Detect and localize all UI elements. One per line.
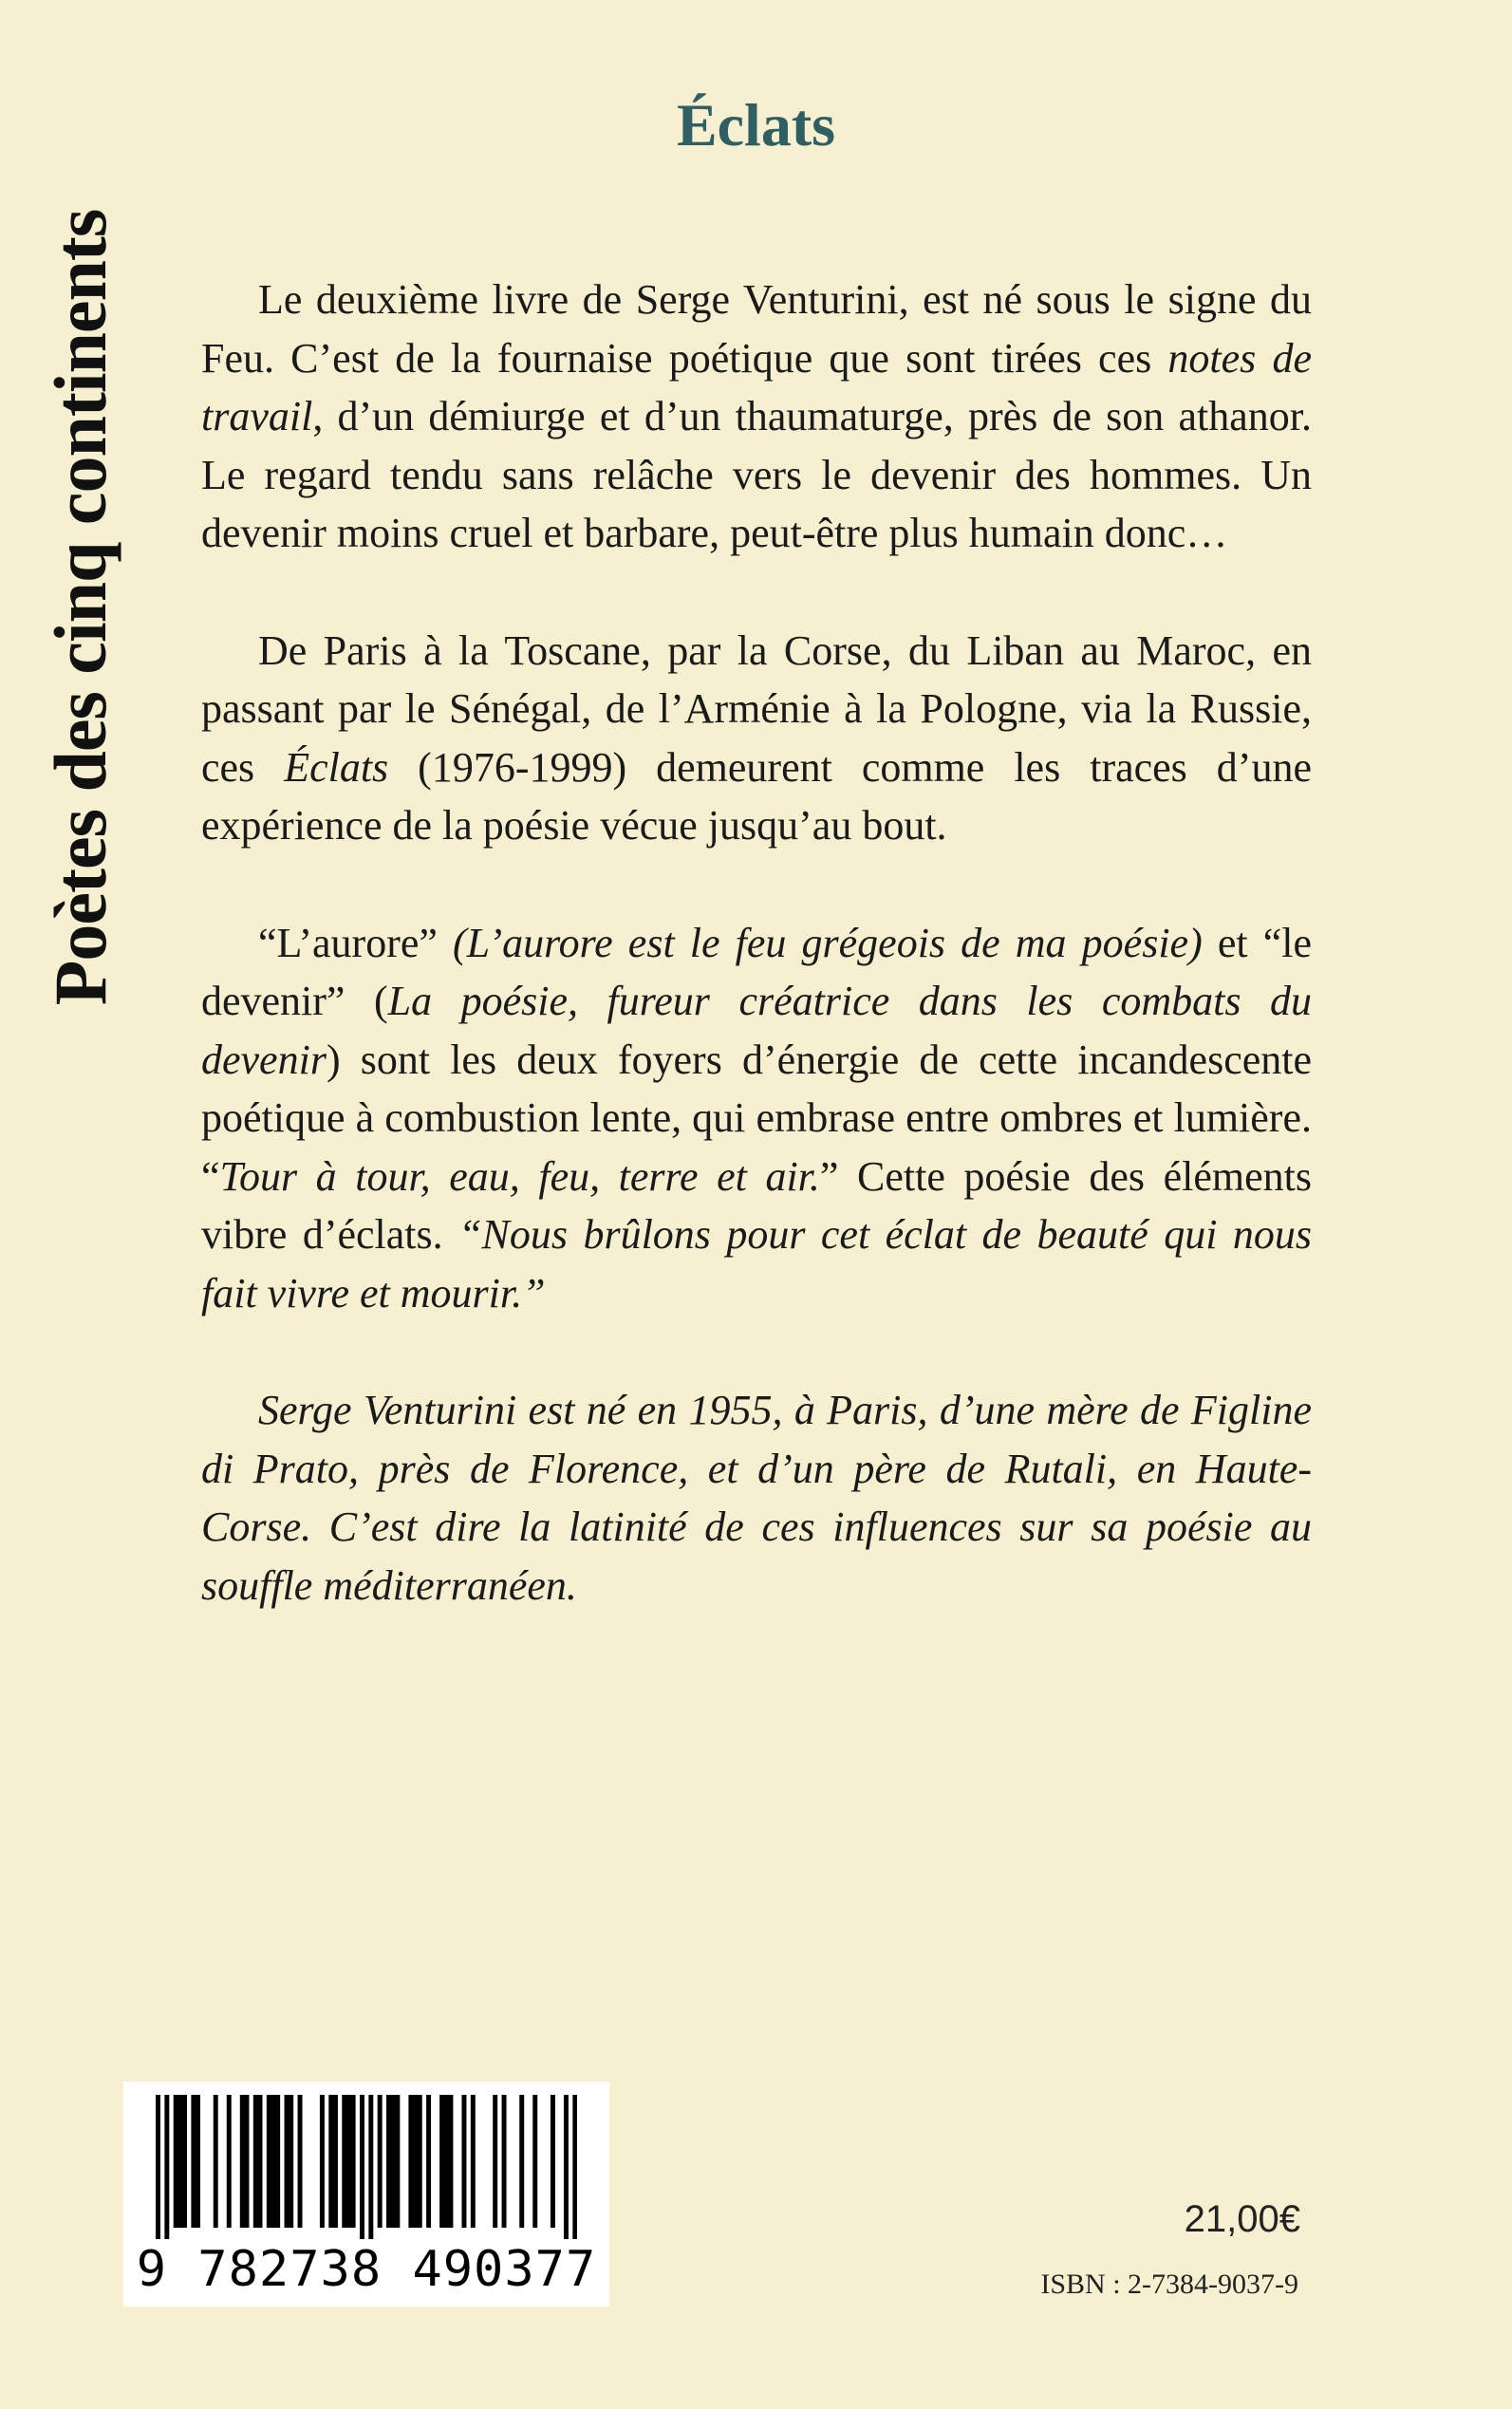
barcode bbox=[123, 2082, 609, 2306]
barcode-bar bbox=[244, 2095, 249, 2228]
p1-text-c: , d’un démiurge et d’un thaumaturge, près de son athanor. Le regard tendu sans relâche vers le devenir des hommes. Un devenir moins cruel et barbare, peut-être plus humain donc… bbox=[201, 393, 1312, 556]
paragraph-1 bbox=[201, 271, 1312, 563]
author-bio: Serge Venturini est né en 1955, à Paris, d’une mère de Figline di Prato, près de Florence, et d’un père de Rutali, en Haute-Corse. C’est dire la latinité de ces influences sur sa poésie au souffle méditerranéen. bbox=[201, 1387, 1312, 1609]
barcode-bar bbox=[395, 2095, 400, 2228]
barcode-bar bbox=[493, 2095, 497, 2228]
p2-italic: Éclats bbox=[284, 743, 389, 791]
p3-italic-h: “Nous brûlons pour cet éclat de beauté qui nous fait vivre et mourir.” bbox=[201, 1211, 1312, 1317]
barcode-bar bbox=[333, 2095, 338, 2228]
p3-italic-b: (L’aurore est le feu grégeois de ma poésie) bbox=[453, 919, 1203, 966]
p3-text-c: et “le devenir” ( bbox=[201, 919, 1312, 1024]
book-title: Éclats bbox=[676, 91, 836, 159]
barcode-bar bbox=[502, 2095, 507, 2228]
barcode-bar bbox=[182, 2095, 187, 2228]
barcode-bar bbox=[391, 2095, 396, 2228]
barcode-bar bbox=[378, 2095, 383, 2228]
p3-italic-f: Tour à tour, eau, feu, terre et air. bbox=[219, 1152, 820, 1200]
p1-italic: notes de travail bbox=[201, 334, 1312, 439]
barcode-bar bbox=[413, 2095, 418, 2228]
barcode-bar bbox=[448, 2095, 453, 2228]
paragraph-2 bbox=[201, 622, 1312, 855]
barcode-bar bbox=[532, 2095, 537, 2228]
back-cover-blurb bbox=[201, 271, 1312, 1673]
price: 21,00€ bbox=[1184, 2198, 1300, 2240]
barcode-bar bbox=[257, 2095, 262, 2228]
barcode-bar bbox=[253, 2095, 258, 2228]
p1-text-a: Le deuxième livre de Serge Venturini, est né sous le signe du Feu. C’est de la fournaise poétique que sont tirées ces bbox=[201, 276, 1312, 382]
p2-text-c: (1976-1999) demeurent comme les traces d’une expérience de la poésie vécue jusqu’au bout. bbox=[201, 743, 1312, 849]
barcode-bar bbox=[174, 2095, 178, 2228]
barcode-bar bbox=[346, 2095, 351, 2228]
barcode-bar bbox=[564, 2095, 569, 2239]
barcode-bar bbox=[191, 2095, 196, 2228]
barcode-bar bbox=[177, 2095, 182, 2228]
barcode-bar bbox=[289, 2095, 293, 2228]
barcode-bar bbox=[461, 2095, 466, 2228]
p3-text-e: ) sont les deux foyers d’énergie de cette incandescente poétique à combustion lente, qui embrase entre ombres et lumière. “ bbox=[201, 1036, 1312, 1200]
barcode-bar bbox=[271, 2095, 276, 2228]
series-name: Poètes des cinq continents bbox=[39, 209, 121, 1006]
barcode-bar bbox=[471, 2095, 476, 2228]
barcode-bar bbox=[418, 2095, 422, 2228]
barcode-bar bbox=[426, 2095, 431, 2228]
p2-text-a: De Paris à la Toscane, par la Corse, du Liban au Maroc, en passant par le Sénégal, de l’Arménie à la Pologne, via la Russie, ces bbox=[201, 626, 1312, 791]
barcode-bar bbox=[275, 2095, 280, 2228]
barcode-bar bbox=[444, 2095, 449, 2228]
p3-text-g: ” Cette poésie des éléments vibre d’éclats. bbox=[201, 1152, 1313, 1258]
barcode-bar bbox=[368, 2095, 373, 2239]
barcode-bar bbox=[551, 2095, 555, 2228]
barcode-bar bbox=[408, 2095, 413, 2228]
barcode-bar bbox=[572, 2095, 577, 2239]
barcode-bar bbox=[328, 2095, 333, 2228]
barcode-bar bbox=[267, 2095, 271, 2228]
barcode-bar bbox=[196, 2095, 200, 2228]
p3-italic-d: La poésie, fureur créatrice dans les combats du devenir bbox=[201, 978, 1312, 1083]
barcode-number: 9 782738 490377 bbox=[136, 2241, 597, 2298]
barcode-bar bbox=[156, 2095, 160, 2239]
barcode-bar bbox=[342, 2095, 346, 2228]
barcode-bar bbox=[320, 2095, 325, 2228]
barcode-bars bbox=[156, 2095, 577, 2239]
p3-text-a: “L’aurore” bbox=[258, 919, 454, 966]
paragraph-3 bbox=[201, 914, 1312, 1323]
barcode-bar bbox=[285, 2095, 289, 2228]
barcode-bar bbox=[360, 2095, 364, 2239]
series-spine-label bbox=[39, 161, 121, 1054]
barcode-bar bbox=[386, 2095, 391, 2228]
barcode-bar bbox=[298, 2095, 303, 2228]
barcode-bar bbox=[227, 2095, 232, 2228]
barcode-bar bbox=[439, 2095, 444, 2228]
barcode-bar bbox=[351, 2095, 356, 2228]
barcode-bar bbox=[519, 2095, 524, 2228]
isbn: ISBN : 2-7384-9037-9 bbox=[1040, 2269, 1298, 2300]
barcode-bar bbox=[240, 2095, 245, 2228]
barcode-bar bbox=[214, 2095, 218, 2228]
barcode-bar bbox=[164, 2095, 169, 2239]
